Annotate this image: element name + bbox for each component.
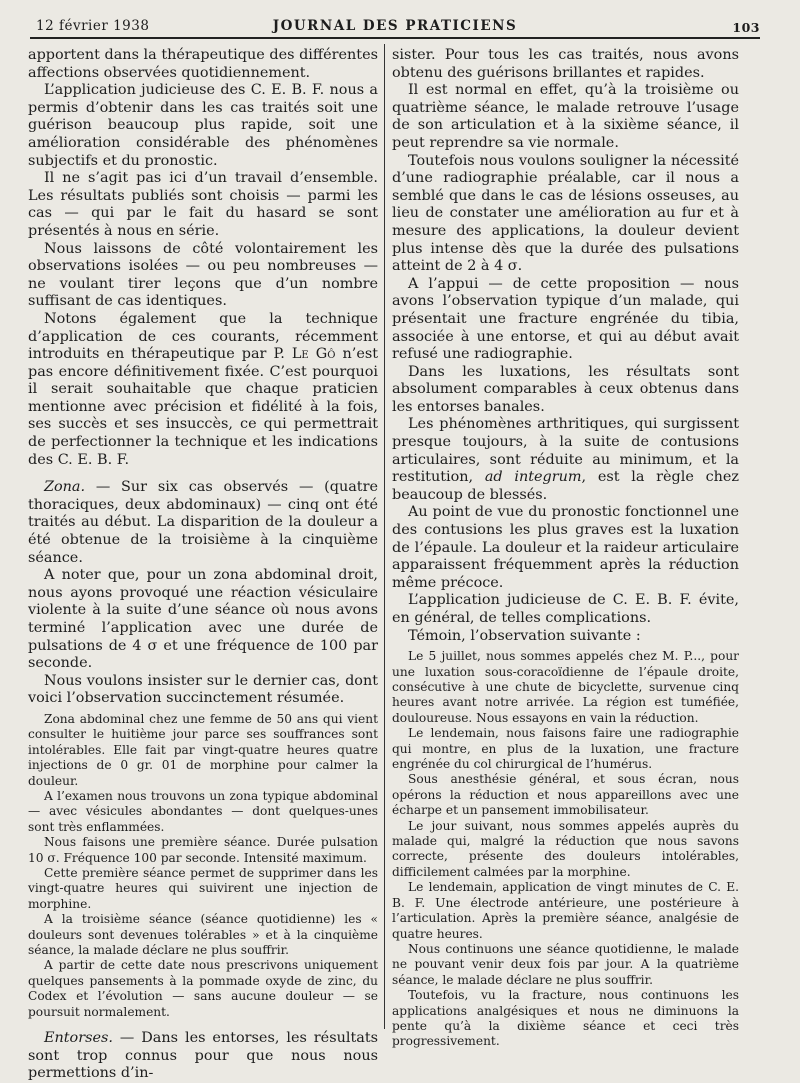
paragraph: Toutefois nous voulons souligner la nécessité d’une radiographie préalable, car il nous a semblé que dans le cas de lésions osseuses, au lieu de constater une amélioration au fur et à mesure des applications, la douleur devient plus intense dès que la durée des pulsations atteint de 2 à 4 σ. bbox=[392, 152, 739, 275]
observation-paragraph: A partir de cette date nous prescrivons uniquement quelques pansements à la pommade oxyde de zinc, du Codex et l’évolution — sans aucune douleur — se poursuit normalement. bbox=[28, 958, 378, 1019]
paragraph-text: Notons également que la technique d’application de ces courants, récemment introduits en thérapeutique par P. bbox=[28, 310, 378, 363]
header-journal-title: JOURNAL DES PRATICIENS bbox=[272, 18, 518, 34]
header-date: 12 février 1938 bbox=[36, 18, 150, 34]
header-page-number: 103 bbox=[732, 20, 760, 35]
paragraph-text: Les phénomènes arthritiques, qui surgissent presque toujours, à la suite de contusions articulaires, sont réduite au minimum, et la restitution, bbox=[392, 416, 739, 486]
header-rule bbox=[30, 37, 760, 39]
observation-paragraph: Cette première séance permet de supprimer dans les vingt-quatre heures qui suivirent une injection de morphine. bbox=[28, 866, 378, 911]
observation-paragraph: Le lendemain, nous faisons faire une radiographie qui montre, en plus de la luxation, une fracture engrénée du col chirurgical de l’humérus. bbox=[392, 726, 739, 772]
paragraph-text: , est la règle chez beaucoup de blessés. bbox=[392, 469, 740, 503]
paragraph: Nous voulons insister sur le dernier cas, dont voici l’observation succinctement résumée. bbox=[28, 672, 378, 707]
section-heading-zona: Zona. bbox=[44, 479, 86, 496]
paragraph-text: n’est pas encore définitivement fixée. C’est pourquoi il serait souhaitable que chaque praticien mentionne avec précision et fidélité à la fois, ses succès et ses insuccès, ce qui permettrait de perfectionner la technique et les indications des C. E. B. F. bbox=[28, 346, 379, 468]
paragraph bbox=[392, 416, 739, 504]
observation-paragraph: Le 5 juillet, nous sommes appelés chez M. P..., pour une luxation sous-coracoïdienne de l’épaule droite, consécutive à une chute de bicyclette, survenue cinq heures avant notre arrivée. La région est tuméfiée, douloureuse. Nous essayons en vain la réduction. bbox=[392, 649, 739, 725]
section-heading-entorses: Entorses. bbox=[44, 1030, 113, 1047]
observation-paragraph: Le jour suivant, nous sommes appelés auprès du malade qui, malgré la réduction que nous savons correcte, présente des douleurs intolérables, difficilement calmées par la morphine. bbox=[392, 818, 739, 879]
left-column bbox=[28, 47, 378, 1083]
paragraph-text: — Sur six cas observés — (quatre thoraciques, deux abdominaux) — cinq ont été traités au début. La disparition de la douleur a été obtenue de la troisième à la cinquième séance. bbox=[28, 479, 378, 566]
observation-paragraph: Le lendemain, application de vingt minutes de C. E. B. F. Une électrode antérieure, une postérieure à l’articulation. Après la première séance, analgésie de quatre heures. bbox=[392, 880, 739, 941]
paragraph: L’application judicieuse des C. E. B. F. nous a permis d’obtenir dans les cas traités soit une guérison beaucoup plus rapide, soit une amélioration considérable des phénomènes subjectifs et du pronostic. bbox=[28, 82, 378, 169]
observation-paragraph: Zona abdominal chez une femme de 50 ans qui vient consulter le huitième jour parce ses souffrances sont intolérables. Elle fait par vingt-quatre heures quatre injections de 0 gr. 01 de morphine pour calmer la douleur. bbox=[28, 711, 378, 788]
section-entorses bbox=[28, 1030, 378, 1083]
paragraph: Au point de vue du pronostic fonctionnel une des contusions les plus graves est la luxation de l’épaule. La douleur et la raideur articulaire apparaissent fréquemment après la réduction même précoce. bbox=[392, 504, 739, 591]
observation-paragraph: Toutefois, vu la fracture, nous continuons les applications analgésiques et nous ne diminuons la pente qu’à la dixième séance et ceci très progressivement. bbox=[392, 988, 739, 1049]
column-divider bbox=[384, 44, 385, 1029]
paragraph: L’application judicieuse de C. E. B. F. évite, en général, de telles complications. bbox=[392, 592, 739, 626]
paragraph: sister. Pour tous les cas traités, nous avons obtenu des guérisons brillantes et rapides. bbox=[392, 47, 739, 81]
paragraph: Il ne s’agit pas ici d’un travail d’ensemble. Les résultats publiés sont choisis — parmi les cas — qui par le fait du hasard se sont présentés à nous en série. bbox=[28, 170, 378, 239]
observation-paragraph: Nous faisons une première séance. Durée pulsation 10 σ. Fréquence 100 par seconde. Intensité maximum. bbox=[28, 835, 378, 865]
latin-phrase: ad integrum bbox=[484, 469, 582, 486]
paragraph: A noter que, pour un zona abdominal droit, nous ayons provoqué une réaction vésiculaire violente à la suite d’une séance où nous avons terminé l’application avec une durée de pulsations de 4 σ et une fréquence de 100 par seconde. bbox=[28, 567, 378, 672]
paragraph: A l’appui — de cette proposition — nous avons l’observation typique d’un malade, qui présentait une fracture engrénée du tibia, associée à une entorse, et qui au début avait refusé une radiographie. bbox=[392, 275, 739, 363]
observation-paragraph: A l’examen nous trouvons un zona typique abdominal — avec vésicules abondantes — dont quelques-unes sont très enflammées. bbox=[28, 789, 378, 834]
observation-paragraph: Nous continuons une séance quotidienne, le malade ne pouvant venir deux fois par jour. A la quatrième séance, le malade déclare ne plus souffrir. bbox=[392, 941, 739, 987]
right-column bbox=[392, 47, 739, 1050]
page-header bbox=[30, 14, 760, 38]
paragraph bbox=[28, 311, 378, 469]
observation-paragraph: A la troisième séance (séance quotidienne) les « douleurs sont devenues tolérables » et à la cinquième séance, la malade déclare ne plus souffrir. bbox=[28, 912, 378, 958]
paragraph: Dans les luxations, les résultats sont absolument comparables à ceux obtenus dans les entorses banales. bbox=[392, 363, 739, 415]
section-zona bbox=[28, 479, 378, 567]
paragraph: Nous laissons de côté volontairement les observations isolées — ou peu nombreuses — ne voulant tirer leçons que d’un nombre suffisant de cas identiques. bbox=[28, 240, 378, 310]
paragraph: Il est normal en effet, qu’à la troisième ou quatrième séance, le malade retrouve l’usage de son articulation et à la sixième séance, il peut reprendre sa vie normale. bbox=[392, 82, 739, 151]
paragraph-text: — Dans les entorses, les résultats sont trop connus pour que nous nous permettions d’in- bbox=[28, 1030, 378, 1082]
observation-paragraph: Sous anesthésie général, et sous écran, nous opérons la réduction et nous appareillons avec une écharpe et un pansement immobilisateur. bbox=[392, 772, 739, 818]
paragraph: apportent dans la thérapeutique des différentes affections observées quotidiennement. bbox=[28, 47, 378, 81]
author-name: Le Gô bbox=[291, 346, 336, 363]
paragraph: Témoin, l’observation suivante : bbox=[408, 627, 641, 644]
